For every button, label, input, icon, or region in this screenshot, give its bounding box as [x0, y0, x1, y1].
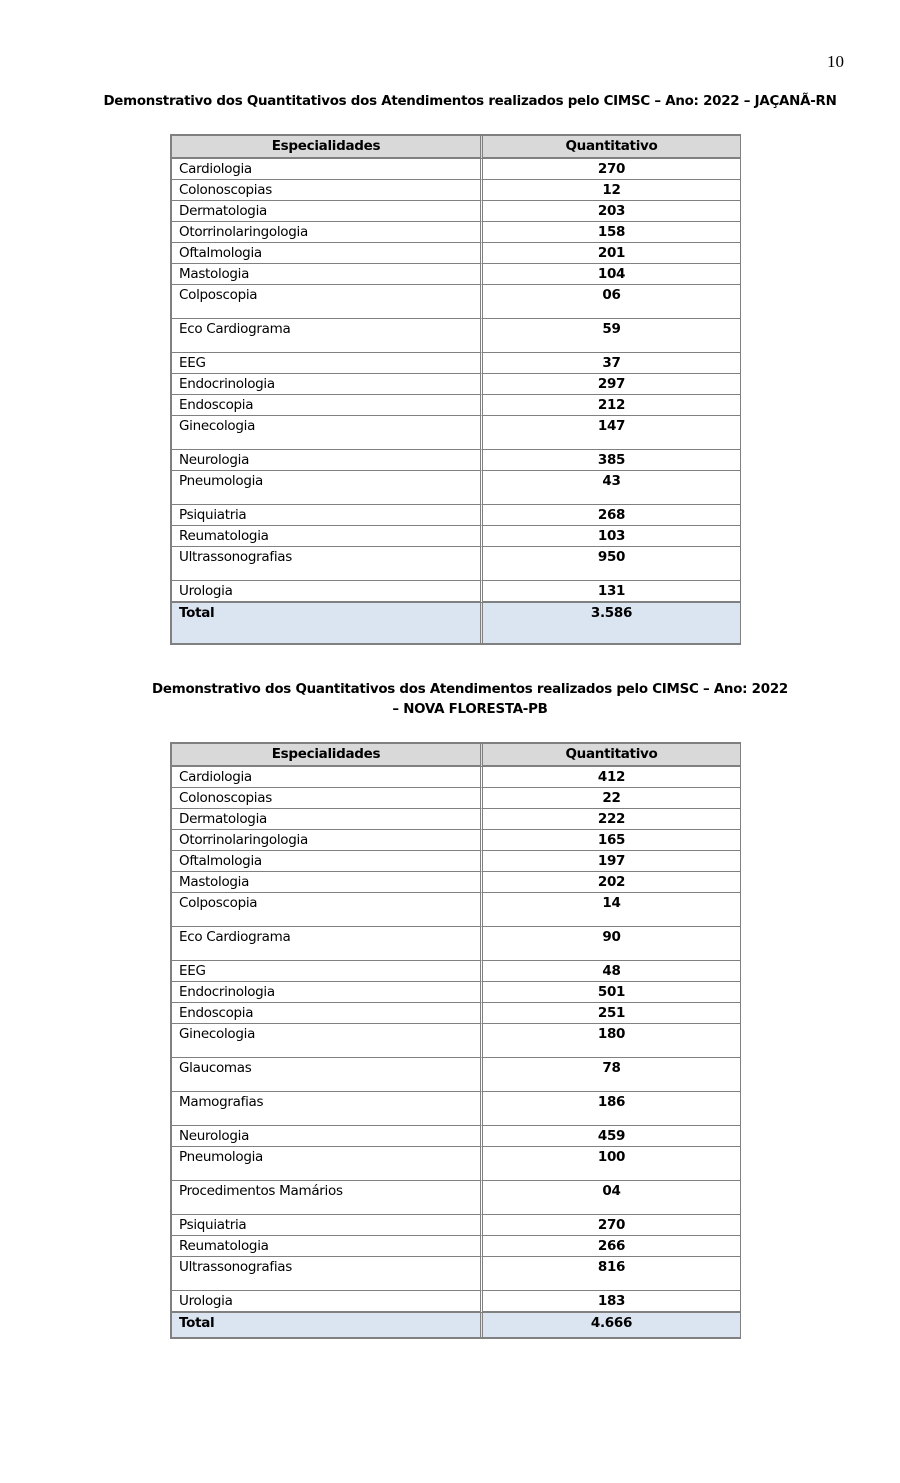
table-row: [172, 450, 740, 471]
row-name: Ginecologia: [172, 416, 483, 450]
row-name: Oftalmologia: [172, 851, 483, 872]
section-title-line1: Demonstrativo dos Quantitativos dos Atendimentos realizados pelo CIMSC – Ano: 2022: [152, 682, 788, 697]
row-name: Ultrassonografias: [172, 1257, 483, 1291]
row-name: Otorrinolaringologia: [172, 830, 483, 851]
row-name: Endoscopia: [172, 1003, 483, 1024]
table-row: [172, 416, 740, 450]
table-row: [172, 505, 740, 526]
table-row: [172, 1257, 740, 1291]
total-row: [172, 1313, 740, 1337]
row-value: 78: [483, 1058, 740, 1092]
row-value: 14: [483, 893, 740, 927]
row-value: 501: [483, 982, 740, 1003]
row-name: Colonoscopias: [172, 180, 483, 201]
row-name: Colposcopia: [172, 893, 483, 927]
row-name: Neurologia: [172, 450, 483, 471]
row-name: Otorrinolaringologia: [172, 222, 483, 243]
row-value: 100: [483, 1147, 740, 1181]
row-name: Reumatologia: [172, 1236, 483, 1257]
table-header-row: [172, 744, 740, 767]
row-value: 270: [483, 159, 740, 180]
table-row: [172, 927, 740, 961]
table-row: [172, 547, 740, 581]
row-name: Psiquiatria: [172, 1215, 483, 1236]
row-name: EEG: [172, 353, 483, 374]
header-quantitativo: Quantitativo: [483, 136, 740, 159]
table-row: [172, 1126, 740, 1147]
total-label: Total: [172, 1313, 483, 1337]
table-row: [172, 961, 740, 982]
table-jacana: [170, 134, 741, 645]
row-name: Endoscopia: [172, 395, 483, 416]
row-name: Mastologia: [172, 872, 483, 893]
row-value: 183: [483, 1291, 740, 1313]
row-name: Urologia: [172, 1291, 483, 1313]
row-value: 103: [483, 526, 740, 547]
row-value: 297: [483, 374, 740, 395]
row-name: Ultrassonografias: [172, 547, 483, 581]
row-name: Pneumologia: [172, 1147, 483, 1181]
table-row: [172, 872, 740, 893]
row-value: 90: [483, 927, 740, 961]
row-value: 22: [483, 788, 740, 809]
table-row: [172, 201, 740, 222]
row-name: Colposcopia: [172, 285, 483, 319]
row-value: 43: [483, 471, 740, 505]
page-number: 10: [827, 52, 844, 71]
row-value: 12: [483, 180, 740, 201]
table-row: [172, 851, 740, 872]
row-name: Mamografias: [172, 1092, 483, 1126]
row-name: Pneumologia: [172, 471, 483, 505]
row-name: Oftalmologia: [172, 243, 483, 264]
row-value: 197: [483, 851, 740, 872]
total-value: 3.586: [483, 603, 740, 643]
table-row: [172, 1147, 740, 1181]
row-name: Reumatologia: [172, 526, 483, 547]
row-name: Mastologia: [172, 264, 483, 285]
table-row: [172, 159, 740, 180]
row-value: 212: [483, 395, 740, 416]
table-row: [172, 1236, 740, 1257]
row-name: Neurologia: [172, 1126, 483, 1147]
table-nova-floresta: [170, 742, 741, 1339]
row-value: 165: [483, 830, 740, 851]
row-name: Dermatologia: [172, 201, 483, 222]
row-value: 131: [483, 581, 740, 603]
table-row: [172, 1291, 740, 1313]
row-name: Urologia: [172, 581, 483, 603]
section-title-line2: – NOVA FLORESTA-PB: [392, 702, 548, 717]
row-value: 203: [483, 201, 740, 222]
table-row: [172, 264, 740, 285]
total-label: Total: [172, 603, 483, 643]
row-value: 201: [483, 243, 740, 264]
table-row: [172, 353, 740, 374]
header-especialidades: Especialidades: [172, 744, 483, 767]
row-name: Psiquiatria: [172, 505, 483, 526]
row-name: Endocrinologia: [172, 374, 483, 395]
row-name: Glaucomas: [172, 1058, 483, 1092]
row-value: 412: [483, 767, 740, 788]
row-name: Endocrinologia: [172, 982, 483, 1003]
header-especialidades: Especialidades: [172, 136, 483, 159]
table-row: [172, 893, 740, 927]
row-name: Dermatologia: [172, 809, 483, 830]
row-value: 270: [483, 1215, 740, 1236]
table-row: [172, 1181, 740, 1215]
table-row: [172, 1003, 740, 1024]
row-name: Colonoscopias: [172, 788, 483, 809]
row-name: Eco Cardiograma: [172, 927, 483, 961]
row-value: 202: [483, 872, 740, 893]
row-value: 459: [483, 1126, 740, 1147]
table-row: [172, 222, 740, 243]
row-name: Procedimentos Mamários: [172, 1181, 483, 1215]
row-value: 59: [483, 319, 740, 353]
table-row: [172, 471, 740, 505]
table-row: [172, 982, 740, 1003]
section-title-nova-floresta: [0, 680, 900, 720]
row-value: 48: [483, 961, 740, 982]
table-row: [172, 809, 740, 830]
table-row: [172, 526, 740, 547]
row-value: 06: [483, 285, 740, 319]
row-value: 186: [483, 1092, 740, 1126]
row-value: 385: [483, 450, 740, 471]
row-value: 147: [483, 416, 740, 450]
row-value: 268: [483, 505, 740, 526]
table-row: [172, 285, 740, 319]
table-row: [172, 374, 740, 395]
row-name: Cardiologia: [172, 767, 483, 788]
table-row: [172, 788, 740, 809]
table-row: [172, 243, 740, 264]
row-name: Ginecologia: [172, 1024, 483, 1058]
row-name: Cardiologia: [172, 159, 483, 180]
row-value: 222: [483, 809, 740, 830]
table-row: [172, 1215, 740, 1236]
row-name: EEG: [172, 961, 483, 982]
section-title-jacana: Demonstrativo dos Quantitativos dos Atendimentos realizados pelo CIMSC – Ano: 2022 – JAÇANÃ-RN: [103, 94, 837, 109]
total-row: [172, 603, 740, 643]
table-row: [172, 1092, 740, 1126]
row-value: 180: [483, 1024, 740, 1058]
header-quantitativo: Quantitativo: [483, 744, 740, 767]
table-row: [172, 395, 740, 416]
table-row: [172, 319, 740, 353]
row-value: 37: [483, 353, 740, 374]
table-header-row: [172, 136, 740, 159]
table-row: [172, 767, 740, 788]
total-value: 4.666: [483, 1313, 740, 1337]
row-value: 950: [483, 547, 740, 581]
table-row: [172, 830, 740, 851]
table-row: [172, 1058, 740, 1092]
table-row: [172, 180, 740, 201]
table-row: [172, 581, 740, 603]
row-value: 266: [483, 1236, 740, 1257]
row-value: 104: [483, 264, 740, 285]
row-value: 04: [483, 1181, 740, 1215]
row-value: 158: [483, 222, 740, 243]
row-name: Eco Cardiograma: [172, 319, 483, 353]
row-value: 251: [483, 1003, 740, 1024]
table-row: [172, 1024, 740, 1058]
row-value: 816: [483, 1257, 740, 1291]
